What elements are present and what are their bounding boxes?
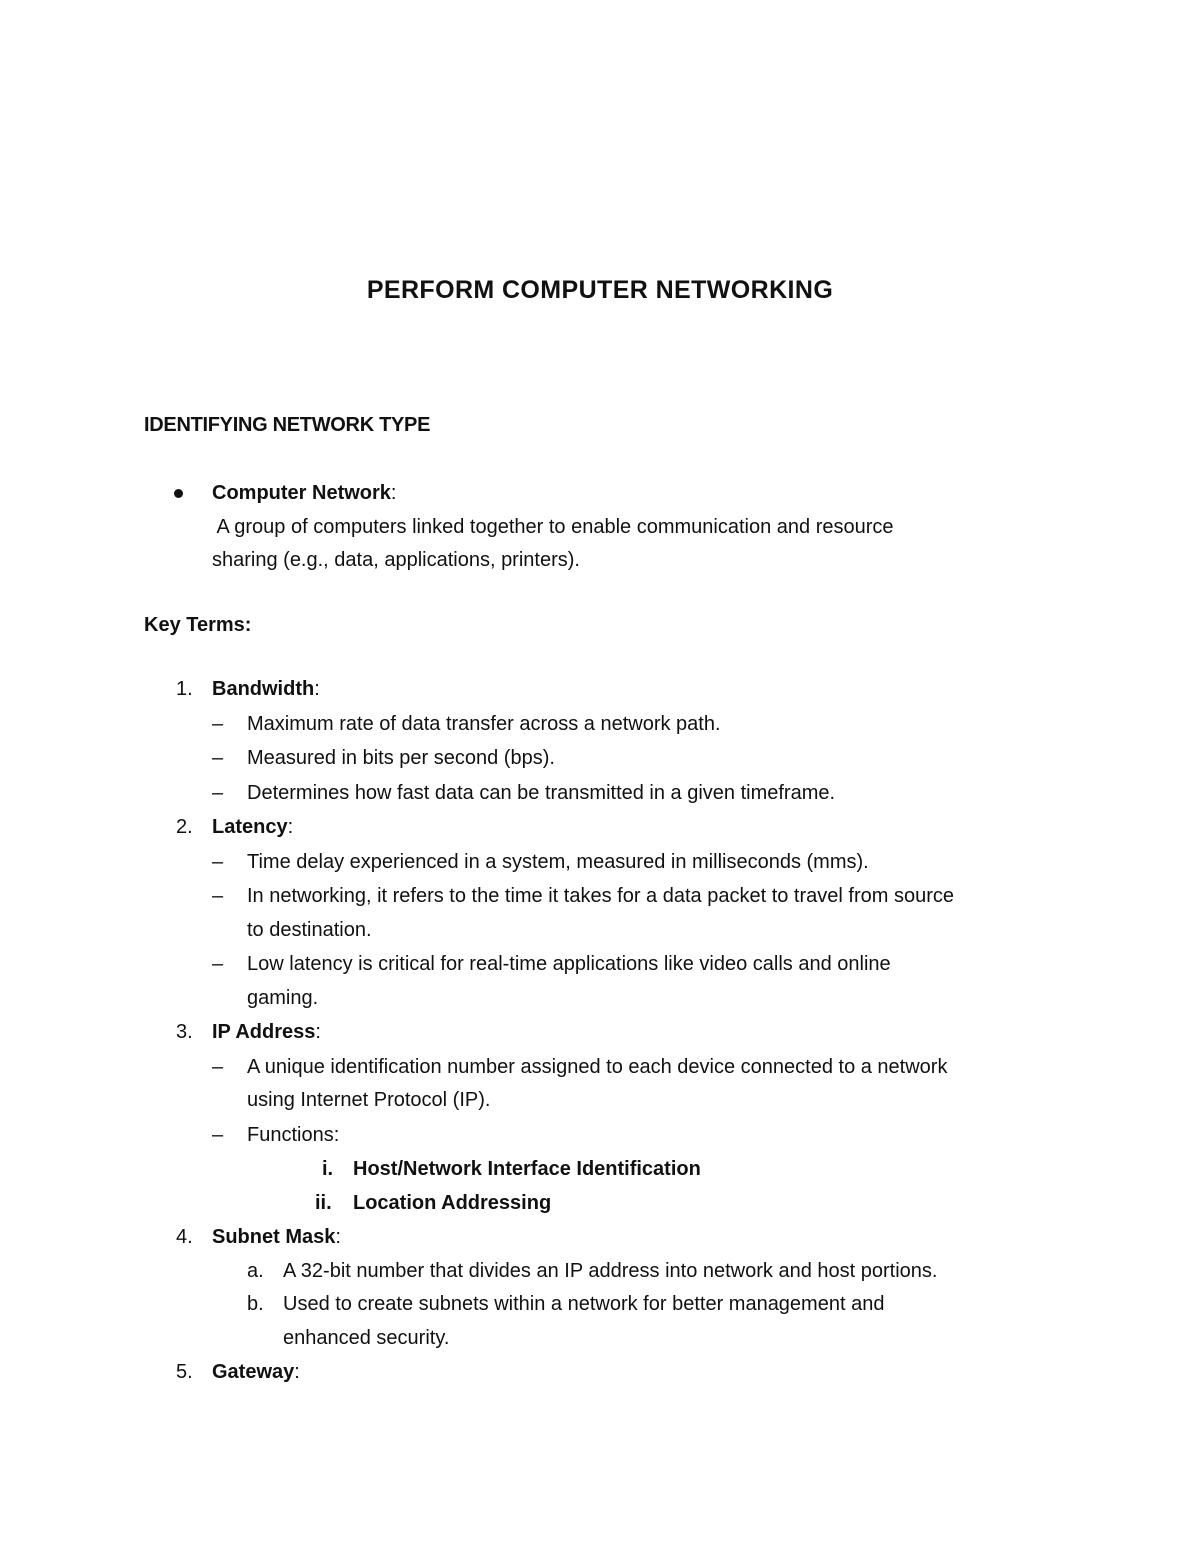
bullet-icon xyxy=(174,489,183,498)
latency-point: In networking, it refers to the time it takes for a data packet to travel from source xyxy=(247,885,954,907)
ip-address-point: Functions: xyxy=(247,1124,340,1146)
letter-marker: b. xyxy=(247,1293,264,1315)
computer-network-term: Computer Network xyxy=(212,482,391,504)
term-number: 5. xyxy=(176,1361,193,1383)
term-number: 2. xyxy=(176,816,193,838)
subnet-point: A 32-bit number that divides an IP address into network and host portions. xyxy=(283,1260,938,1282)
bandwidth-point: Measured in bits per second (bps). xyxy=(247,747,555,769)
dash-icon: – xyxy=(212,747,224,769)
bandwidth-point: Maximum rate of data transfer across a network path. xyxy=(247,713,721,735)
dash-icon: – xyxy=(212,851,224,873)
dash-icon: – xyxy=(212,713,224,735)
dash-icon: – xyxy=(212,1056,224,1078)
term-number: 4. xyxy=(176,1226,193,1248)
dash-icon: – xyxy=(212,885,224,907)
roman-marker: i. xyxy=(322,1158,334,1180)
term-number: 3. xyxy=(176,1021,193,1043)
subnet-point: Used to create subnets within a network for better management and xyxy=(283,1293,885,1315)
ip-function: Host/Network Interface Identification xyxy=(353,1158,701,1180)
computer-network-term-line: Computer Network: xyxy=(212,482,397,504)
dash-icon: – xyxy=(212,782,224,804)
latency-point-cont: to destination. xyxy=(247,919,372,941)
computer-network-definition: A group of computers linked together to enable communication and resource xyxy=(212,516,894,538)
roman-marker: ii. xyxy=(315,1192,332,1214)
ip-address-point: A unique identification number assigned to each device connected to a network xyxy=(247,1056,948,1078)
latency-point: Low latency is critical for real-time applications like video calls and online xyxy=(247,953,891,975)
term-bandwidth: Bandwidth: xyxy=(212,678,320,700)
computer-network-definition-cont: sharing (e.g., data, applications, printers). xyxy=(212,549,580,571)
latency-point: Time delay experienced in a system, measured in milliseconds (mms). xyxy=(247,851,869,873)
term-gateway: Gateway: xyxy=(212,1361,300,1383)
term-number: 1. xyxy=(176,678,193,700)
ip-address-point-cont: using Internet Protocol (IP). xyxy=(247,1089,491,1111)
bandwidth-point: Determines how fast data can be transmitted in a given timeframe. xyxy=(247,782,836,804)
ip-function: Location Addressing xyxy=(353,1192,552,1214)
dash-icon: – xyxy=(212,1124,224,1146)
term-latency: Latency: xyxy=(212,816,294,838)
page-title: PERFORM COMPUTER NETWORKING xyxy=(366,276,834,304)
key-terms-heading: Key Terms: xyxy=(144,614,252,636)
subnet-point-cont: enhanced security. xyxy=(283,1327,450,1349)
section-heading: IDENTIFYING NETWORK TYPE xyxy=(144,414,431,436)
letter-marker: a. xyxy=(247,1260,264,1282)
term-ip-address: IP Address: xyxy=(212,1021,321,1043)
dash-icon: – xyxy=(212,953,224,975)
latency-point-cont: gaming. xyxy=(247,987,319,1009)
term-subnet-mask: Subnet Mask: xyxy=(212,1226,341,1248)
